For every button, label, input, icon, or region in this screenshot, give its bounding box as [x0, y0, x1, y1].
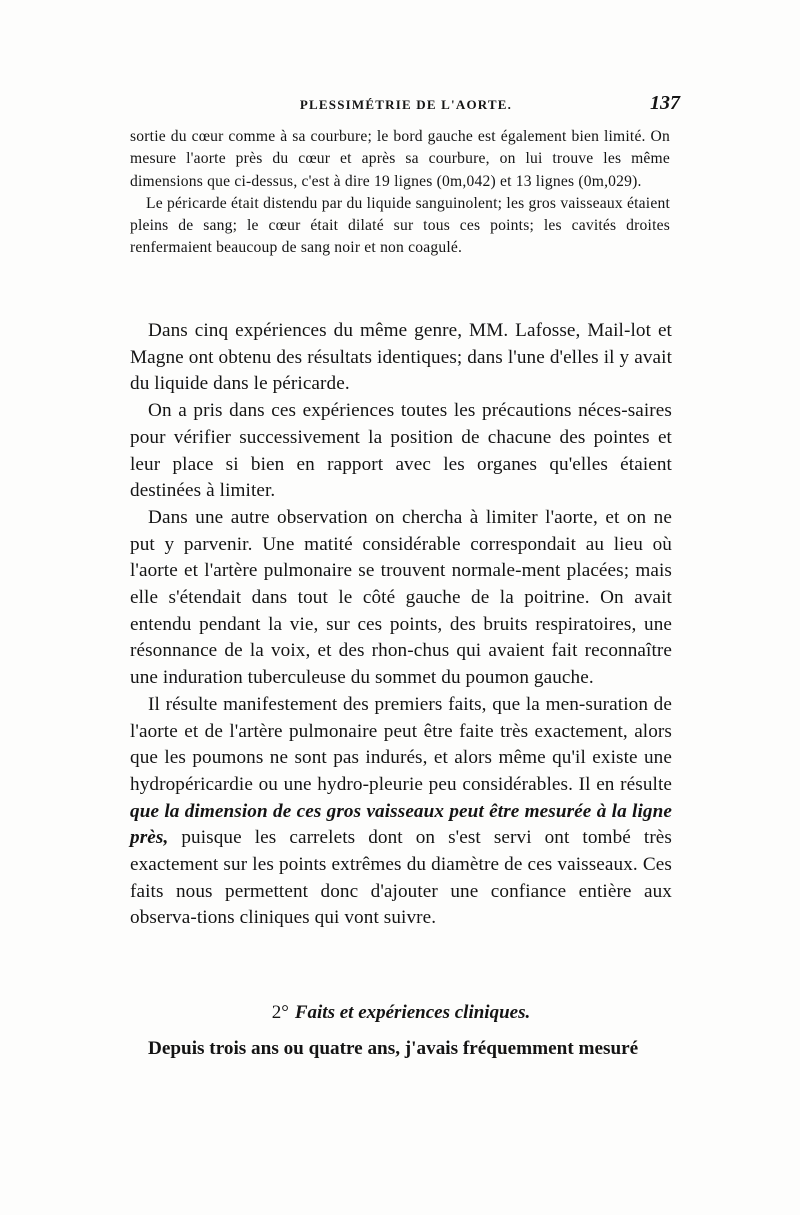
page-number: 137: [650, 92, 680, 114]
paragraph-1: Dans cinq expériences du même genre, MM. Lafosse, Mail-lot et Magne ont obtenu des résultats identiques; dans l'une d'elles il y avait du liquide dans le péricarde.: [130, 320, 672, 395]
paragraph-2: On a pris dans ces expériences toutes les précautions néces-saires pour vérifier successivement la position de chacune des pointes et leur place si bien en rapport avec les organes qu'elles étaient destinées à limiter.: [130, 400, 672, 502]
running-head: [128, 94, 684, 116]
section-title: Faits et expériences cliniques.: [294, 1002, 531, 1023]
small-paragraph-1: sortie du cœur comme à sa courbure; le bord gauche est également bien limité. On mesure l'aorte près du cœur et après sa courbure, on lui trouve les même dimensions que ci-dessus, c'est à dire 19 lignes (0m,042) et 13 lignes (0m,029).: [130, 128, 670, 190]
running-title: PLESSIMÉTRIE DE L'AORTE.: [299, 97, 513, 112]
section-number: 2°: [271, 1002, 289, 1023]
last-line: Depuis trois ans ou quatre ans, j'avais fréquemment mesuré: [148, 1038, 639, 1059]
paragraph-4-italic: que la dimension de ces gros vaisseaux peut être mesurée à la ligne près,: [130, 800, 672, 849]
small-paragraph-2: Le péricarde était distendu par du liquide sanguinolent; les gros vaisseaux étaient pleins de sang; le cœur était dilaté sur tous ces points; les cavités droites renfermaient beaucoup de sang noir et non coagulé.: [130, 194, 670, 257]
paragraph-4: [130, 692, 672, 932]
main-text-block: [130, 318, 672, 932]
paragraph-3: Dans une autre observation on chercha à limiter l'aorte, et on ne put y parvenir. Une matité considérable correspondait au lieu où l'aorte et l'artère pulmonaire se trouvent normale-ment placées; mais elle s'étendait dans tout le côté gauche de la poitrine. On avait entendu pendant la vie, sur ces points, des bruits respiratoires, une résonnance de la voix, et des rhon-chus qui avaient fait reconnaître une induration tuberculeuse du sommet du poumon gauche.: [130, 506, 672, 689]
section-heading: [130, 1002, 672, 1024]
paragraph-4-end: puisque les carrelets dont on s'est servi ont tombé très exactement sur les points extrêmes du diamètre de ces vaisseaux. Ces faits nous permettent donc d'ajouter une confiance entière aux observa-tions cliniques qui vont suivre.: [130, 827, 672, 929]
paragraph-4-start: Il résulte manifestement des premiers faits, que la men-suration de l'aorte et de l'artère pulmonaire peut être faite très exactement, alors que les poumons ne sont pas indurés, et alors même qu'il existe une hydropéricardie ou une hydro-pleurie peu considérables. Il en résulte: [130, 693, 672, 795]
small-print-block: [130, 126, 670, 260]
